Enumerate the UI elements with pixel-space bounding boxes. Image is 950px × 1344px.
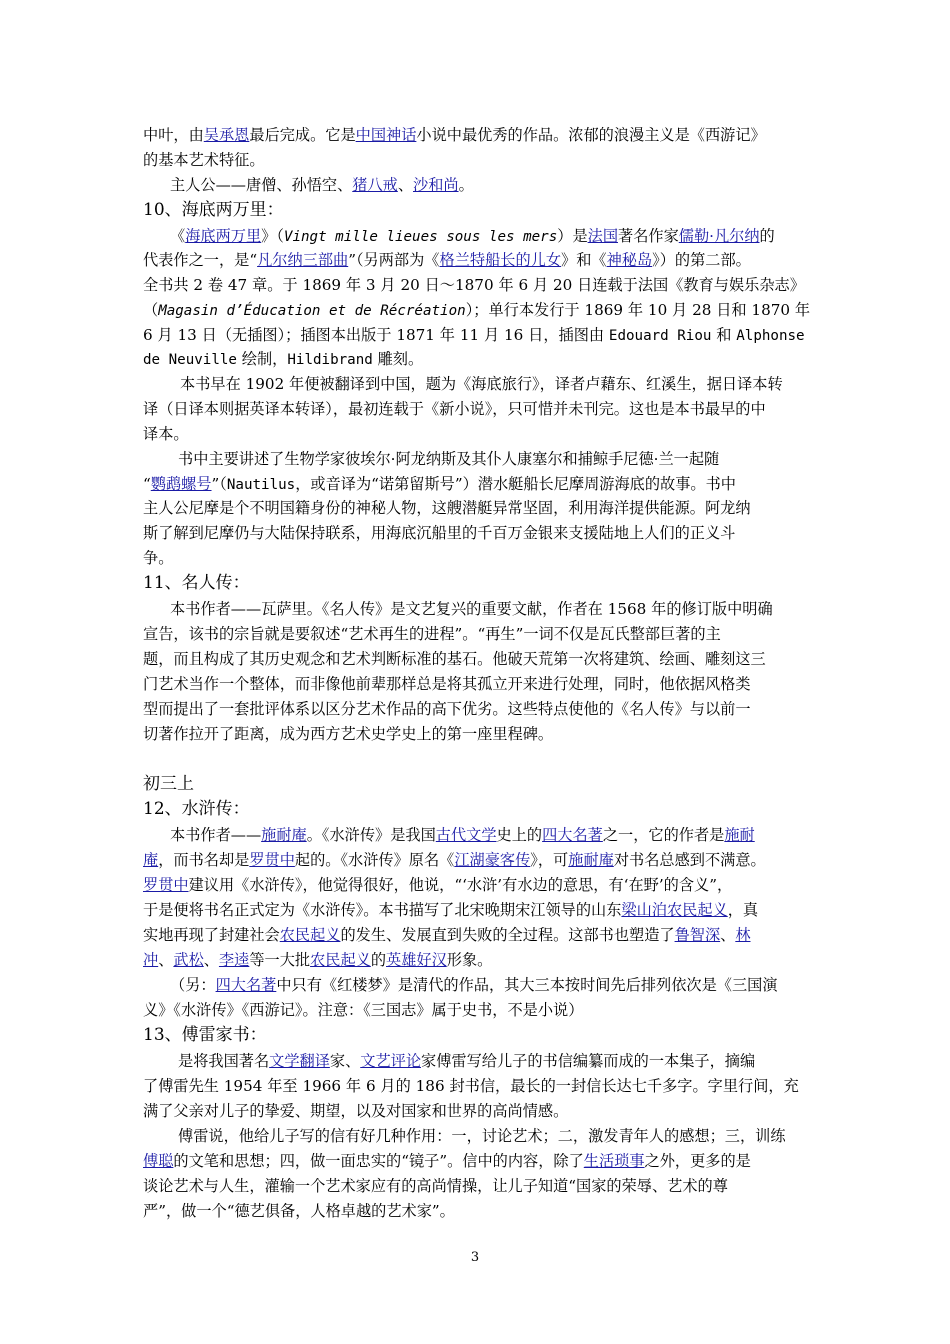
link-shi-naian[interactable]: 施耐庵 [261, 826, 307, 844]
paragraph-line: 译本。 [143, 425, 189, 443]
paragraph-line: 斯了解到尼摩仍与大陆保持联系，用海底沉船里的千百万金银来支援陆地上人们的正义斗 [143, 524, 736, 542]
paragraph-line [143, 124, 766, 146]
paragraph-line [143, 473, 736, 495]
text: 之外，更多的是 [644, 1152, 751, 1170]
link-peasant-uprising[interactable]: 农民起义 [279, 926, 341, 944]
magazine-title: Magasin d’Éducation et de Récréation [158, 303, 466, 319]
link-lin-chong[interactable]: 林 [735, 926, 751, 944]
link-twenty-thousand-leagues[interactable]: 海底两万里 [185, 227, 262, 245]
text: 等一大批 [249, 951, 311, 969]
paragraph-line: 严”，做一个“德艺俱备，人格卓越的艺术家”。 [143, 1202, 455, 1220]
text: 的文笔和思想；四，做一面忠实的“镜子”。信中的内容，除了 [173, 1152, 584, 1170]
paragraph-line: 题，而且构成了其历史观念和艺术判断标准的基石。他破天荒第一次将建筑、绘画、雕刻这三 [143, 650, 766, 668]
paragraph-line [143, 924, 751, 946]
text: ”（ [211, 475, 227, 493]
paragraph-line: 门艺术当作一个整体，而非像他前辈那样总是将其孤立开来进行处理，同时，他依据风格类 [143, 675, 751, 693]
link-art-criticism[interactable]: 文艺评论 [360, 1052, 421, 1070]
section-heading: 12、水浒传： [143, 799, 250, 819]
paragraph-line: 主人公尼摩是个不明国籍身份的神秘人物，这艘潜艇异常坚固，利用海洋提供能源。阿龙纳 [143, 499, 751, 517]
text: ，而书名却是 [158, 851, 250, 869]
link-four-great-classics[interactable]: 四大名著 [542, 826, 603, 844]
text: ”（另两部为《 [348, 251, 440, 269]
text: 、 [720, 926, 736, 944]
text: Edouard Riou [608, 328, 712, 344]
text: 的 [370, 951, 386, 969]
paragraph-line: 了傅雷先生 1954 年至 1966 年 6 月的 186 封书信，最长的一封信长达七千多字。字里行间，充 [143, 1077, 799, 1095]
text: 对书名总感到不满意。 [613, 851, 766, 869]
link-luo-guanzhong[interactable]: 罗贯中 [249, 851, 295, 869]
paragraph-line [178, 1050, 755, 1072]
text: 之一，它的作者是 [602, 826, 725, 844]
text: 起的。《水浒传》原名《 [294, 851, 455, 869]
text: Hildibrand [287, 352, 373, 368]
paragraph-line [170, 225, 775, 247]
link-shi-naian[interactable]: 施耐 [724, 826, 755, 844]
paragraph-line [143, 299, 810, 321]
text: 、 [397, 176, 413, 194]
link-nautilus[interactable]: 鹦鹉螺号 [150, 475, 212, 493]
paragraph-line [170, 824, 755, 846]
paragraph-line: 切著作拉开了距离，成为西方艺术史学史上的第一座里程碑。 [143, 725, 554, 743]
link-peasant-uprising[interactable]: 农民起义 [310, 951, 371, 969]
paragraph-line: 书中主要讲述了生物学家彼埃尔·阿龙纳斯及其仆人康塞尔和捕鲸手尼德·兰一起随 [178, 450, 720, 468]
paragraph-line: 义》《水浒传》《西游记》。注意：《三国志》属于史书，不是小说） [143, 1001, 584, 1019]
paragraph-line [143, 324, 805, 346]
text: 》（ [261, 227, 284, 245]
paragraph-line: 傅雷说，他给儿子写的信有好几种作用：一，讨论艺术；二，激发青年人的感想；三，训练 [178, 1127, 786, 1145]
grade-heading: 初三上 [143, 774, 194, 794]
paragraph-line: 谈论艺术与人生，灌输一个艺术家应有的高尚情操，让儿子知道“国家的荣辱、艺术的尊 [143, 1177, 728, 1195]
text: 绘制， [236, 350, 288, 368]
link-mysterious-island[interactable]: 神秘岛 [606, 251, 653, 269]
paragraph-line: 本书作者——瓦萨里。《名人传》是文艺复兴的重要文献，作者在 1568 年的修订版中明确 [170, 600, 773, 618]
text: 最后完成。它是 [249, 126, 356, 144]
text: （另： [170, 976, 216, 994]
text: 本书作者—— [170, 826, 262, 844]
text: 。 [458, 176, 474, 194]
text: Nautilus [226, 477, 296, 493]
link-shi-naian[interactable]: 庵 [143, 851, 159, 869]
text: 中叶，由 [143, 126, 204, 144]
link-jules-verne[interactable]: 儒勒·凡尔纳 [678, 227, 760, 245]
link-luo-guanzhong[interactable]: 罗贯中 [143, 876, 189, 894]
paragraph-line [143, 949, 492, 971]
link-sha-heshang[interactable]: 沙和尚 [413, 176, 459, 194]
text: 的发生、发展直到失败的全过程。这部书也塑造了 [340, 926, 675, 944]
link-children-of-captain-grant[interactable]: 格兰特船长的儿女 [439, 251, 561, 269]
paragraph-line [143, 1150, 751, 1172]
paragraph-line: 译（日译本则据英译本转译），最初连载于《新小说》，只可惜并未刊完。这也是本书最早的中 [143, 400, 766, 418]
link-wu-song[interactable]: 武松 [173, 951, 204, 969]
text: 形象。 [446, 951, 493, 969]
link-lin-chong[interactable]: 冲 [143, 951, 159, 969]
paragraph-line: 满了父亲对儿子的挚爱、期望，以及对国家和世界的高尚情感。 [143, 1102, 569, 1120]
paragraph-line [143, 849, 766, 871]
link-ancient-literature[interactable]: 古代文学 [435, 826, 497, 844]
paragraph-line: 本书早在 1902 年便被翻译到中国，题为《海底旅行》，译者卢藉东、红溪生，据日译本转 [180, 375, 783, 393]
text: 中只有《红楼梦》是清代的作品，其大三本按时间先后排列依次是《三国演 [276, 976, 778, 994]
link-fu-cong[interactable]: 傅聪 [143, 1152, 174, 1170]
paragraph-line: 全书共 2 卷 47 章。于 1869 年 3 月 20 日～1870 年 6 月 20 日连载于法国《教育与娱乐杂志》 [143, 276, 805, 294]
french-title: Vingt mille lieues sous les mers [283, 229, 558, 245]
text: 雕刻。 [372, 350, 424, 368]
link-four-great-classics[interactable]: 四大名著 [215, 976, 277, 994]
paragraph-line [170, 974, 778, 996]
link-daily-trivia[interactable]: 生活琐事 [583, 1152, 645, 1170]
text: 》）的第二部。 [652, 251, 751, 269]
page-number: 3 [470, 1250, 480, 1265]
text: 于是便将书名正式定为《水浒传》。本书描写了北宋晚期宋江领导的山东 [143, 901, 622, 919]
paragraph-line: 型而提出了一套批评体系以区分艺术作品的高下优劣。这些特点使他的《名人传》与以前一 [143, 700, 751, 718]
paragraph-line [170, 174, 474, 196]
text: Alphonse [736, 328, 805, 344]
paragraph-line: 争。 [143, 549, 174, 567]
text: （ [143, 301, 159, 319]
paragraph-line [143, 348, 423, 370]
link-wu-chengen[interactable]: 吴承恩 [203, 126, 250, 144]
link-france[interactable]: 法国 [587, 227, 618, 245]
link-li-kui[interactable]: 李逵 [218, 951, 250, 969]
text: 》，可 [530, 851, 569, 869]
link-verne-trilogy[interactable]: 凡尔纳三部曲 [257, 251, 349, 269]
link-jianghu-haoke[interactable]: 江湖豪客传 [454, 851, 531, 869]
link-heroes[interactable]: 英雄好汉 [386, 951, 447, 969]
link-literary-translation[interactable]: 文学翻译 [269, 1052, 330, 1070]
text: 家傅雷写给儿子的书信编纂而成的一本集子，摘编 [421, 1052, 756, 1070]
paragraph-line [143, 899, 758, 921]
text: 的 [759, 227, 775, 245]
text: 代表作之一，是“ [143, 251, 258, 269]
text: 著名作家 [618, 227, 679, 245]
text: 建议用《水浒传》，他觉得很好，他说，“‘水浒’有水边的意思，有‘在野’的含义”， [188, 876, 733, 894]
text: 和 [711, 326, 737, 344]
paragraph-line [143, 249, 751, 271]
text: 6 月 13 日（无插图）；插图本出版于 1871 年 11 月 16 日，插图由 [143, 326, 609, 344]
text: 、 [203, 951, 219, 969]
paragraph-line: 的基本艺术特征。 [143, 151, 265, 169]
link-lu-zhishen[interactable]: 鲁智深 [674, 926, 721, 944]
link-liangshan-uprising[interactable]: 梁山泊农民起义 [621, 901, 728, 919]
text: 、 [158, 951, 174, 969]
section-heading: 13、傅雷家书： [143, 1025, 267, 1045]
text: 实地再现了封建社会 [143, 926, 280, 944]
section-heading: 11、名人传： [143, 573, 250, 593]
text: 。《水浒传》是我国 [306, 826, 436, 844]
text: 小说中最优秀的作品。浓郁的浪漫主义是《西游记》 [416, 126, 766, 144]
text: 《 [170, 227, 186, 245]
text: “ [143, 475, 151, 493]
text: 主人公——唐僧、孙悟空、 [170, 176, 353, 194]
link-zhu-bajie[interactable]: 猪八戒 [352, 176, 398, 194]
paragraph-line [143, 874, 732, 896]
link-chinese-myth[interactable]: 中国神话 [355, 126, 417, 144]
paragraph-line: 宣告，该书的宗旨就是要叙述“艺术再生的进程”。“再生”一词不仅是瓦氏整部巨著的主 [143, 625, 721, 643]
text: 史上的 [496, 826, 543, 844]
text: 家、 [329, 1052, 361, 1070]
text: ）是 [557, 227, 588, 245]
text: ，或音译为“诺第留斯号”）潜水艇船长尼摩周游海底的故事。书中 [295, 475, 736, 493]
text: 》和《 [561, 251, 607, 269]
text: ，真 [727, 901, 759, 919]
section-heading: 10、海底两万里： [143, 200, 284, 220]
link-shi-naian[interactable]: 施耐庵 [568, 851, 614, 869]
text: 是将我国著名 [178, 1052, 270, 1070]
text: ）；单行本发行于 1869 年 10 月 28 日和 1870 年 [465, 301, 811, 319]
text: de Neuville [143, 352, 237, 368]
